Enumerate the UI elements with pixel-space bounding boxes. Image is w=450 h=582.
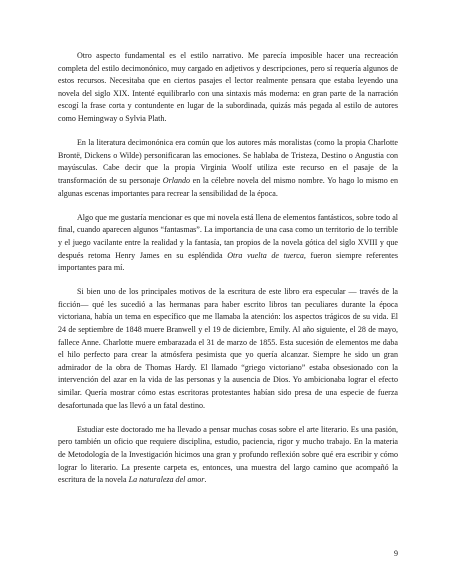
text-segment: , fueron siempre referentes importantes para mí.: [58, 250, 398, 273]
italic-title-orlando: Orlando: [162, 175, 191, 185]
paragraph-tragic-aspects: [58, 286, 398, 412]
text-segment: Otro aspecto fundamental es el estilo narrativo. Me parecía imposible hacer una recreación completa del estilo decimonónico, muy cargado en adjetivos y descripciones, pero sí requería algunos de estos recursos. Necesitaba que en ciertos pasajes el lector realmente pensara que estaba leyendo una novela del siglo XIX. Intenté equilibrarlo con una sintaxis más moderna: en gran parte de la narración escogí la frase corta y contundente en lugar de la subordinada, quizás más pegada al estilo de autores como Hemingway o Sylvia Plath.: [58, 51, 398, 123]
text-segment: En la literatura decimonónica era común que los autores más moralistas (como la propia Charlotte Brontë, Dickens o Wilde) personificaran las emociones. Se hablaba de Tristeza, Destino o Angustia con mayúsculas. Cabe decir que la propia Virginia Woolf utiliza este recurso en el pasaje de la transformación de su personaje: [58, 138, 398, 185]
page-number: 9: [394, 549, 398, 558]
text-segment: Estudiar este doctorado me ha llevado a pensar muchas cosas sobre el arte literario. Es una pasión, pero también un oficio que requiere disciplina, estudio, paciencia, rigor y mucho trabajo. En la materia de Metodología de la Investigación hicimos una gran y profundo reflexión sobre qué era escribir y cómo lograr lo literario. La presente carpeta es, entonces, una muestra del largo camino que acompañó la escritura de la novela: [58, 424, 398, 485]
text-segment: Si bien uno de los principales motivos de la escritura de este libro era especular — través de la ficción— qué les sucedió a las hermanas para haber escrito libros tan peculiares durante la época victoriana, había un tema en específico que me llamaba la atención: los aspectos trágicos de su vida. El 24 de septiembre de 1848 muere Branwell y el 19 de diciembre, Emily. Al año siguiente, el 28 de mayo, fallece Anne. Charlotte muere embarazada el 31 de marzo de 1855. Esta sucesión de elementos me daba el hilo perfecto para crear la atmósfera pesimista que yo quería alcanzar. Siempre he sido un gran admirador de la obra de Thomas Hardy. El llamado “griego victoriano” estaba obsesionado con la intervención del azar en la vida de las personas y la ausencia de Dios. Yo ambicionaba lograr el efecto similar. Quería mostrar cómo estas escritoras protestantes habían sido presa de una especie de fuerza desafortunada que las llevó a un fatal destino.: [58, 287, 398, 410]
italic-title-naturaleza: La naturaleza del amor: [128, 475, 205, 485]
paragraph-narrative-style: [58, 50, 398, 126]
italic-title-otra-vuelta: Otra vuelta de tuerca: [227, 250, 304, 260]
body-text: [58, 50, 398, 487]
text-segment: Algo que me gustaría mencionar es que mi novela está llena de elementos fantásticos, sobre todo al final, cuando aparecen algunos “fantasmas”. La importancia de una casa como un territorio de lo terrible y el juego vacilante entre la realidad y la fantasía, tan propios de la novela gótica del siglo XVIII y que después retoma Henry James en su espléndida: [58, 212, 398, 260]
paragraph-doctorate-reflection: [58, 424, 398, 487]
paragraph-personified-emotions: [58, 137, 398, 200]
text-segment: .: [204, 475, 207, 485]
text-segment: en la célebre novela del mismo nombre. Yo hago lo mismo en algunas escenas importantes para recrear la sensibilidad de la época.: [58, 175, 398, 198]
paragraph-fantastic-elements: [58, 212, 398, 275]
